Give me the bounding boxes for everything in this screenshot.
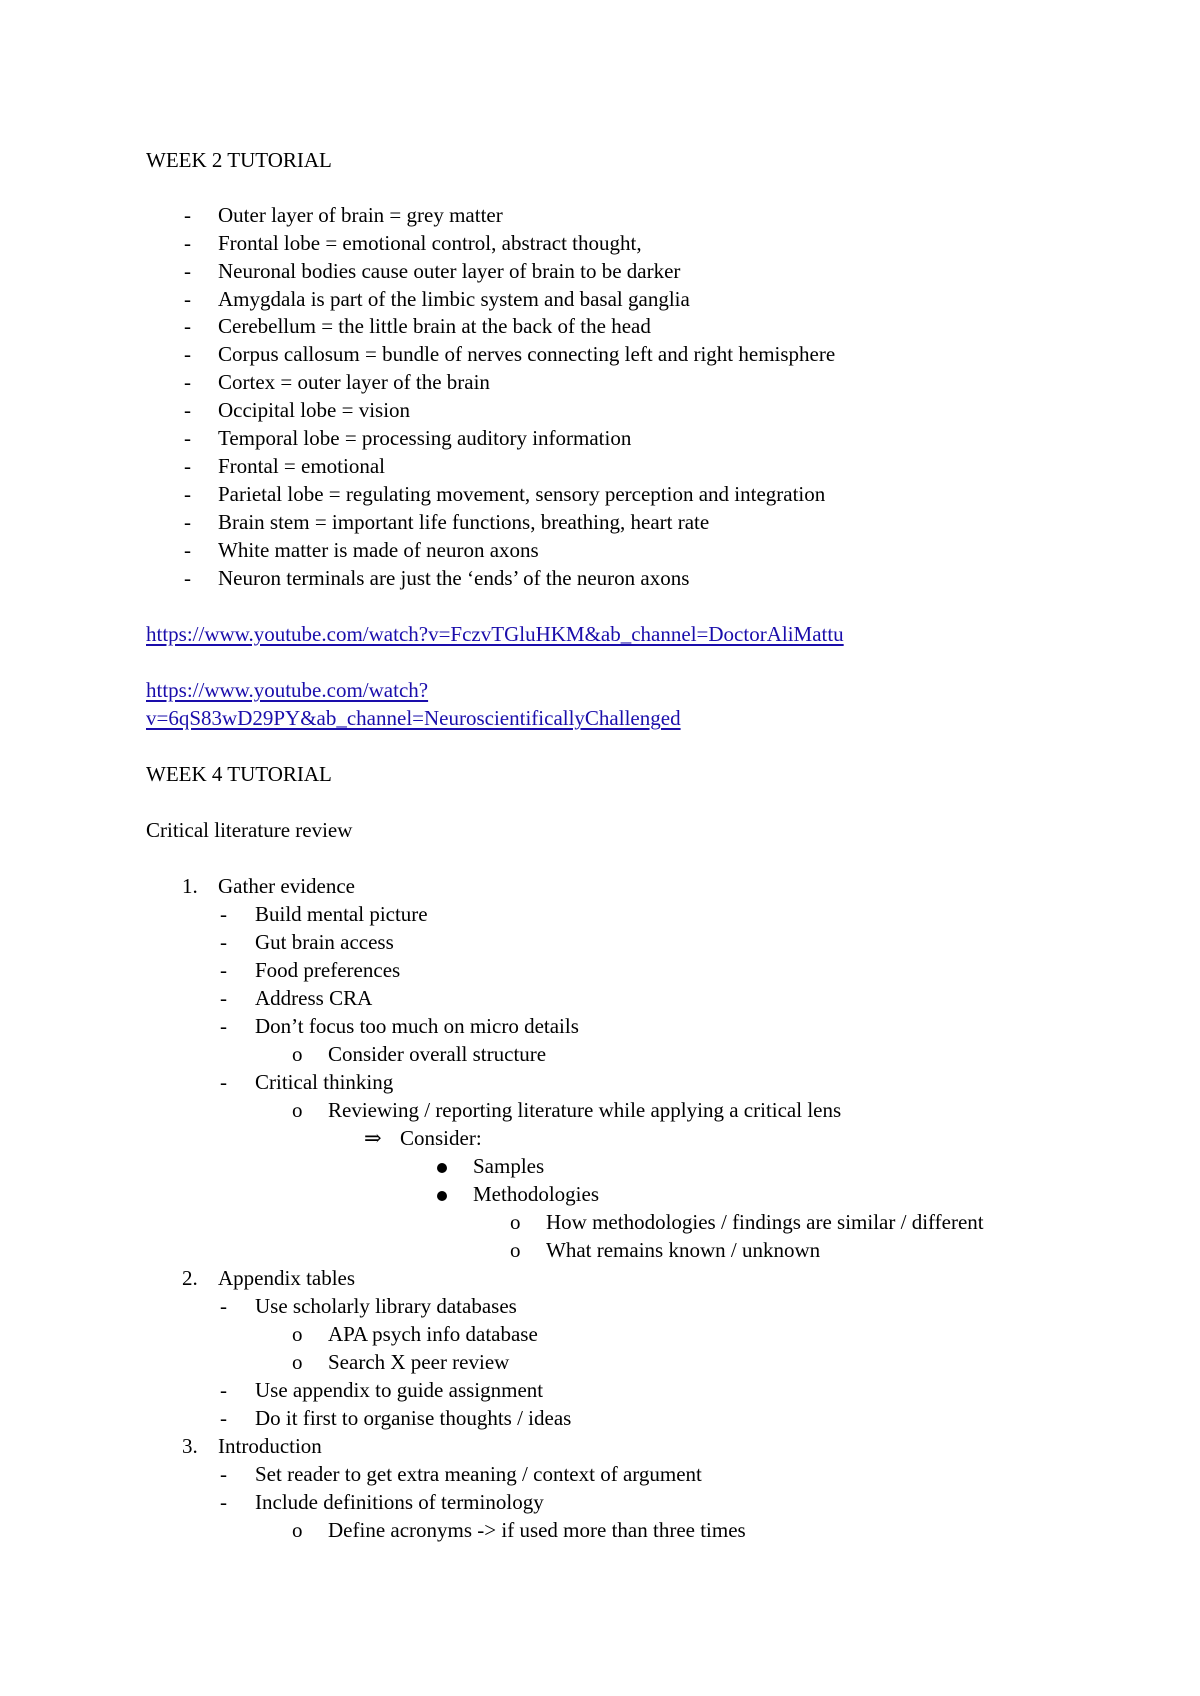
dash-marker: - [220,986,227,1010]
list-item: Methodologies [473,1182,599,1206]
dash-marker: - [184,259,191,283]
list-item: Amygdala is part of the limbic system and basal ganglia [218,287,690,311]
dash-marker: - [184,566,191,590]
list-item: Consider overall structure [328,1042,547,1066]
list-item: Temporal lobe = processing auditory information [218,426,632,450]
dash-marker: - [184,314,191,338]
list-item: APA psych info database [328,1322,538,1346]
list-item: Samples [473,1154,545,1178]
dash-marker: - [220,1378,227,1402]
dash-marker: - [220,930,227,954]
list-item: Do it first to organise thoughts / ideas [255,1406,572,1430]
list-item: Brain stem = important life functions, breathing, heart rate [218,510,710,534]
list-item: Parietal lobe = regulating movement, sensory perception and integration [218,482,826,506]
dash-marker: - [220,902,227,926]
list-item: Food preferences [255,958,401,982]
week4-subheading: Critical literature review [146,818,353,842]
circle-marker: o [510,1210,521,1234]
section-number: 3. [182,1434,198,1458]
dash-marker: - [220,1462,227,1486]
dash-marker: - [184,398,191,422]
dash-marker: - [184,454,191,478]
youtube-link-2-line2[interactable]: v=6qS83wD29PY&ab_channel=NeuroscientificallyChallenged [146,706,681,730]
list-item: Use appendix to guide assignment [255,1378,544,1402]
list-item: Cerebellum = the little brain at the back of the head [218,314,651,338]
circle-marker: o [292,1098,303,1122]
youtube-link-2-line1[interactable]: https://www.youtube.com/watch? [146,678,429,702]
list-item: Use scholarly library databases [255,1294,517,1318]
list-item: Neuronal bodies cause outer layer of brain to be darker [218,259,681,283]
circle-marker: o [292,1350,303,1374]
dash-marker: - [220,958,227,982]
dash-marker: - [184,482,191,506]
section-title: Appendix tables [218,1266,356,1290]
arrow-marker: ⇒ [364,1126,382,1150]
list-item: Include definitions of terminology [255,1490,544,1514]
circle-marker: o [510,1238,521,1262]
list-item: Occipital lobe = vision [218,398,411,422]
dash-marker: - [184,510,191,534]
dash-marker: - [184,287,191,311]
list-item: Critical thinking [255,1070,394,1094]
dash-marker: - [184,342,191,366]
section-number: 2. [182,1266,198,1290]
list-item: How methodologies / findings are similar / different [546,1210,984,1234]
week2-heading: WEEK 2 TUTORIAL [146,148,332,172]
list-item: Frontal = emotional [218,454,385,478]
dash-marker: - [184,231,191,255]
week4-heading: WEEK 4 TUTORIAL [146,762,332,786]
list-item: Set reader to get extra meaning / context of argument [255,1462,702,1486]
list-item: Reviewing / reporting literature while applying a critical lens [328,1098,842,1122]
dash-marker: - [184,538,191,562]
list-item: Build mental picture [255,902,428,926]
section-title: Introduction [218,1434,322,1458]
dash-marker: - [184,203,191,227]
list-item: Define acronyms -> if used more than three times [328,1518,746,1542]
dash-marker: - [220,1490,227,1514]
list-item: Neuron terminals are just the ‘ends’ of the neuron axons [218,566,690,590]
dash-marker: - [220,1294,227,1318]
list-item: Frontal lobe = emotional control, abstract thought, [218,231,642,255]
circle-marker: o [292,1322,303,1346]
circle-marker: o [292,1042,303,1066]
dash-marker: - [220,1070,227,1094]
list-item: White matter is made of neuron axons [218,538,539,562]
circle-marker: o [292,1518,303,1542]
list-item: What remains known / unknown [546,1238,821,1262]
dash-marker: - [220,1406,227,1430]
list-item: Outer layer of brain = grey matter [218,203,503,227]
youtube-link-1[interactable]: https://www.youtube.com/watch?v=FczvTGluHKM&ab_channel=DoctorAliMattu [146,622,844,646]
dash-marker: - [184,370,191,394]
list-item: Don’t focus too much on micro details [255,1014,579,1038]
dash-marker: - [220,1014,227,1038]
section-title: Gather evidence [218,874,356,898]
list-item: Address CRA [255,986,373,1010]
dash-marker: - [184,426,191,450]
list-item: Corpus callosum = bundle of nerves connecting left and right hemisphere [218,342,836,366]
list-item: Search X peer review [328,1350,510,1374]
list-item: Gut brain access [255,930,394,954]
section-number: 1. [182,874,198,898]
list-item: Cortex = outer layer of the brain [218,370,490,394]
bullet-disc [437,1163,447,1173]
list-item: Consider: [400,1126,482,1150]
bullet-disc [437,1191,447,1201]
